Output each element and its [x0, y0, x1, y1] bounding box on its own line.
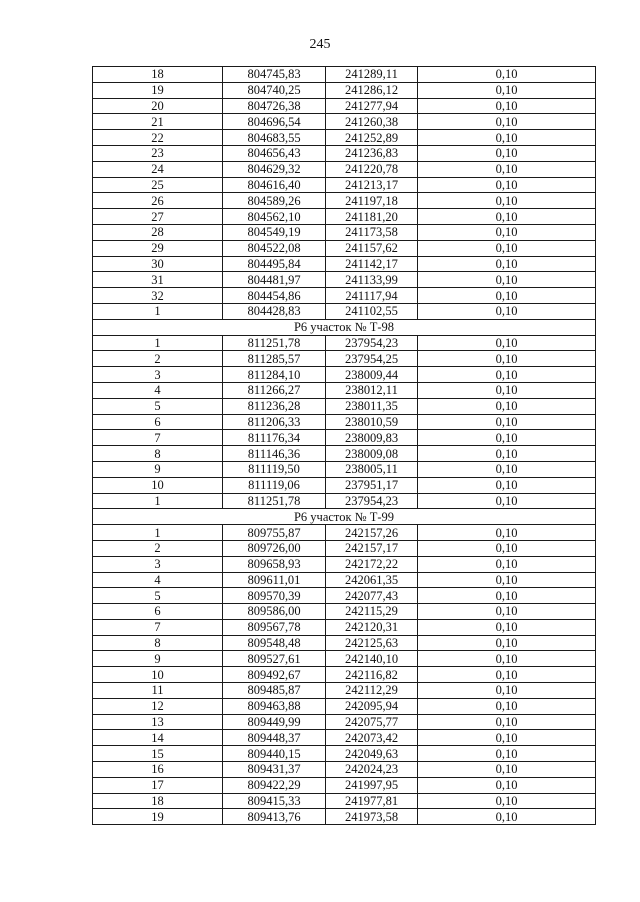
accuracy-cell: 0,10	[418, 777, 596, 793]
table-row	[93, 777, 596, 793]
accuracy-cell: 0,10	[418, 651, 596, 667]
accuracy-cell: 0,10	[418, 145, 596, 161]
x-coordinate-cell: 811266,27	[223, 382, 326, 398]
point-number-cell: 26	[93, 193, 223, 209]
x-coordinate-cell: 811119,50	[223, 461, 326, 477]
x-coordinate-cell: 809413,76	[223, 809, 326, 825]
table-row	[93, 67, 596, 83]
x-coordinate-cell: 809548,48	[223, 635, 326, 651]
y-coordinate-cell: 242095,94	[326, 698, 418, 714]
point-number-cell: 19	[93, 809, 223, 825]
y-coordinate-cell: 242049,63	[326, 746, 418, 762]
accuracy-cell: 0,10	[418, 82, 596, 98]
x-coordinate-cell: 811236,28	[223, 398, 326, 414]
table-row	[93, 730, 596, 746]
table-row	[93, 604, 596, 620]
x-coordinate-cell: 811284,10	[223, 367, 326, 383]
table-row	[93, 809, 596, 825]
point-number-cell: 9	[93, 651, 223, 667]
point-number-cell: 16	[93, 762, 223, 778]
table-row	[93, 430, 596, 446]
y-coordinate-cell: 241277,94	[326, 98, 418, 114]
y-coordinate-cell: 241142,17	[326, 256, 418, 272]
table-row	[93, 303, 596, 319]
accuracy-cell: 0,10	[418, 762, 596, 778]
y-coordinate-cell: 241102,55	[326, 303, 418, 319]
x-coordinate-cell: 811251,78	[223, 335, 326, 351]
point-number-cell: 10	[93, 667, 223, 683]
section-header-row	[93, 319, 596, 335]
point-number-cell: 15	[93, 746, 223, 762]
point-number-cell: 14	[93, 730, 223, 746]
point-number-cell: 8	[93, 635, 223, 651]
y-coordinate-cell: 238012,11	[326, 382, 418, 398]
x-coordinate-cell: 809527,61	[223, 651, 326, 667]
table-row	[93, 98, 596, 114]
accuracy-cell: 0,10	[418, 461, 596, 477]
y-coordinate-cell: 242140,10	[326, 651, 418, 667]
accuracy-cell: 0,10	[418, 572, 596, 588]
x-coordinate-cell: 809440,15	[223, 746, 326, 762]
table-row	[93, 367, 596, 383]
table-row	[93, 746, 596, 762]
x-coordinate-cell: 809415,33	[223, 793, 326, 809]
y-coordinate-cell: 241997,95	[326, 777, 418, 793]
table-row	[93, 256, 596, 272]
accuracy-cell: 0,10	[418, 556, 596, 572]
point-number-cell: 2	[93, 351, 223, 367]
accuracy-cell: 0,10	[418, 619, 596, 635]
table-row	[93, 762, 596, 778]
x-coordinate-cell: 804522,08	[223, 240, 326, 256]
accuracy-cell: 0,10	[418, 335, 596, 351]
y-coordinate-cell: 242061,35	[326, 572, 418, 588]
y-coordinate-cell: 237954,23	[326, 335, 418, 351]
table-row	[93, 177, 596, 193]
section-title: Р6 участок № Т-99	[93, 509, 596, 525]
accuracy-cell: 0,10	[418, 730, 596, 746]
x-coordinate-cell: 804481,97	[223, 272, 326, 288]
y-coordinate-cell: 237954,25	[326, 351, 418, 367]
accuracy-cell: 0,10	[418, 351, 596, 367]
x-coordinate-cell: 804495,84	[223, 256, 326, 272]
accuracy-cell: 0,10	[418, 714, 596, 730]
y-coordinate-cell: 237954,23	[326, 493, 418, 509]
section-title: Р6 участок № Т-98	[93, 319, 596, 335]
table-row	[93, 461, 596, 477]
accuracy-cell: 0,10	[418, 67, 596, 83]
point-number-cell: 25	[93, 177, 223, 193]
y-coordinate-cell: 242075,77	[326, 714, 418, 730]
table-row	[93, 351, 596, 367]
y-coordinate-cell: 242172,22	[326, 556, 418, 572]
y-coordinate-cell: 241117,94	[326, 288, 418, 304]
point-number-cell: 11	[93, 683, 223, 699]
y-coordinate-cell: 242077,43	[326, 588, 418, 604]
accuracy-cell: 0,10	[418, 224, 596, 240]
point-number-cell: 4	[93, 572, 223, 588]
x-coordinate-cell: 811285,57	[223, 351, 326, 367]
point-number-cell: 2	[93, 540, 223, 556]
point-number-cell: 9	[93, 461, 223, 477]
table-row	[93, 667, 596, 683]
point-number-cell: 1	[93, 303, 223, 319]
table-row	[93, 272, 596, 288]
y-coordinate-cell: 242112,29	[326, 683, 418, 699]
point-number-cell: 5	[93, 398, 223, 414]
table-row	[93, 114, 596, 130]
y-coordinate-cell: 241213,17	[326, 177, 418, 193]
table-row	[93, 572, 596, 588]
point-number-cell: 18	[93, 67, 223, 83]
point-number-cell: 29	[93, 240, 223, 256]
y-coordinate-cell: 238010,59	[326, 414, 418, 430]
point-number-cell: 6	[93, 604, 223, 620]
x-coordinate-cell: 804616,40	[223, 177, 326, 193]
x-coordinate-cell: 809449,99	[223, 714, 326, 730]
accuracy-cell: 0,10	[418, 683, 596, 699]
table-row	[93, 683, 596, 699]
point-number-cell: 6	[93, 414, 223, 430]
table-row	[93, 240, 596, 256]
table-row	[93, 82, 596, 98]
point-number-cell: 1	[93, 493, 223, 509]
y-coordinate-cell: 241220,78	[326, 161, 418, 177]
table-row	[93, 635, 596, 651]
y-coordinate-cell: 238009,44	[326, 367, 418, 383]
section-header-row	[93, 509, 596, 525]
x-coordinate-cell: 804696,54	[223, 114, 326, 130]
point-number-cell: 18	[93, 793, 223, 809]
table-row	[93, 193, 596, 209]
x-coordinate-cell: 811176,34	[223, 430, 326, 446]
coordinates-table	[92, 66, 596, 825]
accuracy-cell: 0,10	[418, 367, 596, 383]
y-coordinate-cell: 238011,35	[326, 398, 418, 414]
accuracy-cell: 0,10	[418, 746, 596, 762]
x-coordinate-cell: 804549,19	[223, 224, 326, 240]
x-coordinate-cell: 804726,38	[223, 98, 326, 114]
accuracy-cell: 0,10	[418, 525, 596, 541]
table-row	[93, 793, 596, 809]
x-coordinate-cell: 809422,29	[223, 777, 326, 793]
table-row	[93, 698, 596, 714]
x-coordinate-cell: 811206,33	[223, 414, 326, 430]
accuracy-cell: 0,10	[418, 477, 596, 493]
table-row	[93, 556, 596, 572]
y-coordinate-cell: 242116,82	[326, 667, 418, 683]
point-number-cell: 17	[93, 777, 223, 793]
y-coordinate-cell: 241236,83	[326, 145, 418, 161]
point-number-cell: 3	[93, 556, 223, 572]
y-coordinate-cell: 241286,12	[326, 82, 418, 98]
x-coordinate-cell: 804740,25	[223, 82, 326, 98]
accuracy-cell: 0,10	[418, 382, 596, 398]
accuracy-cell: 0,10	[418, 240, 596, 256]
point-number-cell: 7	[93, 430, 223, 446]
accuracy-cell: 0,10	[418, 667, 596, 683]
table-row	[93, 525, 596, 541]
x-coordinate-cell: 804589,26	[223, 193, 326, 209]
point-number-cell: 5	[93, 588, 223, 604]
y-coordinate-cell: 242073,42	[326, 730, 418, 746]
table-row	[93, 619, 596, 635]
point-number-cell: 1	[93, 335, 223, 351]
x-coordinate-cell: 809448,37	[223, 730, 326, 746]
y-coordinate-cell: 241181,20	[326, 209, 418, 225]
accuracy-cell: 0,10	[418, 161, 596, 177]
point-number-cell: 4	[93, 382, 223, 398]
x-coordinate-cell: 804454,86	[223, 288, 326, 304]
y-coordinate-cell: 241133,99	[326, 272, 418, 288]
accuracy-cell: 0,10	[418, 272, 596, 288]
point-number-cell: 19	[93, 82, 223, 98]
point-number-cell: 28	[93, 224, 223, 240]
table-row	[93, 335, 596, 351]
x-coordinate-cell: 804683,55	[223, 130, 326, 146]
accuracy-cell: 0,10	[418, 414, 596, 430]
accuracy-cell: 0,10	[418, 604, 596, 620]
point-number-cell: 20	[93, 98, 223, 114]
y-coordinate-cell: 241973,58	[326, 809, 418, 825]
x-coordinate-cell: 811251,78	[223, 493, 326, 509]
x-coordinate-cell: 809485,87	[223, 683, 326, 699]
table-row	[93, 398, 596, 414]
x-coordinate-cell: 804428,83	[223, 303, 326, 319]
accuracy-cell: 0,10	[418, 398, 596, 414]
table-row	[93, 161, 596, 177]
accuracy-cell: 0,10	[418, 493, 596, 509]
x-coordinate-cell: 804562,10	[223, 209, 326, 225]
y-coordinate-cell: 241289,11	[326, 67, 418, 83]
x-coordinate-cell: 809570,39	[223, 588, 326, 604]
point-number-cell: 7	[93, 619, 223, 635]
y-coordinate-cell: 242157,17	[326, 540, 418, 556]
table-row	[93, 446, 596, 462]
accuracy-cell: 0,10	[418, 98, 596, 114]
y-coordinate-cell: 242125,63	[326, 635, 418, 651]
y-coordinate-cell: 241977,81	[326, 793, 418, 809]
point-number-cell: 21	[93, 114, 223, 130]
x-coordinate-cell: 809755,87	[223, 525, 326, 541]
accuracy-cell: 0,10	[418, 130, 596, 146]
accuracy-cell: 0,10	[418, 288, 596, 304]
y-coordinate-cell: 242024,23	[326, 762, 418, 778]
y-coordinate-cell: 241260,38	[326, 114, 418, 130]
point-number-cell: 32	[93, 288, 223, 304]
coordinates-table-body	[93, 67, 596, 825]
table-row	[93, 130, 596, 146]
x-coordinate-cell: 809567,78	[223, 619, 326, 635]
y-coordinate-cell: 241157,62	[326, 240, 418, 256]
table-row	[93, 477, 596, 493]
y-coordinate-cell: 242157,26	[326, 525, 418, 541]
table-row	[93, 588, 596, 604]
page-number: 245	[309, 37, 331, 52]
table-row	[93, 382, 596, 398]
accuracy-cell: 0,10	[418, 809, 596, 825]
table-row	[93, 145, 596, 161]
x-coordinate-cell: 809586,00	[223, 604, 326, 620]
point-number-cell: 10	[93, 477, 223, 493]
table-row	[93, 414, 596, 430]
point-number-cell: 3	[93, 367, 223, 383]
point-number-cell: 22	[93, 130, 223, 146]
x-coordinate-cell: 809463,88	[223, 698, 326, 714]
accuracy-cell: 0,10	[418, 303, 596, 319]
point-number-cell: 13	[93, 714, 223, 730]
y-coordinate-cell: 238009,08	[326, 446, 418, 462]
y-coordinate-cell: 241197,18	[326, 193, 418, 209]
accuracy-cell: 0,10	[418, 540, 596, 556]
x-coordinate-cell: 811119,06	[223, 477, 326, 493]
accuracy-cell: 0,10	[418, 256, 596, 272]
table-row	[93, 209, 596, 225]
point-number-cell: 23	[93, 145, 223, 161]
table-row	[93, 651, 596, 667]
accuracy-cell: 0,10	[418, 209, 596, 225]
accuracy-cell: 0,10	[418, 446, 596, 462]
table-row	[93, 540, 596, 556]
y-coordinate-cell: 242120,31	[326, 619, 418, 635]
x-coordinate-cell: 809492,67	[223, 667, 326, 683]
point-number-cell: 12	[93, 698, 223, 714]
accuracy-cell: 0,10	[418, 793, 596, 809]
table-row	[93, 224, 596, 240]
accuracy-cell: 0,10	[418, 635, 596, 651]
point-number-cell: 1	[93, 525, 223, 541]
point-number-cell: 30	[93, 256, 223, 272]
point-number-cell: 31	[93, 272, 223, 288]
accuracy-cell: 0,10	[418, 588, 596, 604]
point-number-cell: 24	[93, 161, 223, 177]
accuracy-cell: 0,10	[418, 193, 596, 209]
point-number-cell: 8	[93, 446, 223, 462]
accuracy-cell: 0,10	[418, 430, 596, 446]
accuracy-cell: 0,10	[418, 114, 596, 130]
table-row	[93, 288, 596, 304]
table-row	[93, 714, 596, 730]
point-number-cell: 27	[93, 209, 223, 225]
accuracy-cell: 0,10	[418, 698, 596, 714]
y-coordinate-cell: 241252,89	[326, 130, 418, 146]
table-row	[93, 493, 596, 509]
x-coordinate-cell: 804656,43	[223, 145, 326, 161]
x-coordinate-cell: 804745,83	[223, 67, 326, 83]
y-coordinate-cell: 242115,29	[326, 604, 418, 620]
y-coordinate-cell: 237951,17	[326, 477, 418, 493]
x-coordinate-cell: 804629,32	[223, 161, 326, 177]
accuracy-cell: 0,10	[418, 177, 596, 193]
y-coordinate-cell: 241173,58	[326, 224, 418, 240]
x-coordinate-cell: 809726,00	[223, 540, 326, 556]
x-coordinate-cell: 811146,36	[223, 446, 326, 462]
x-coordinate-cell: 809431,37	[223, 762, 326, 778]
x-coordinate-cell: 809611,01	[223, 572, 326, 588]
x-coordinate-cell: 809658,93	[223, 556, 326, 572]
y-coordinate-cell: 238009,83	[326, 430, 418, 446]
y-coordinate-cell: 238005,11	[326, 461, 418, 477]
